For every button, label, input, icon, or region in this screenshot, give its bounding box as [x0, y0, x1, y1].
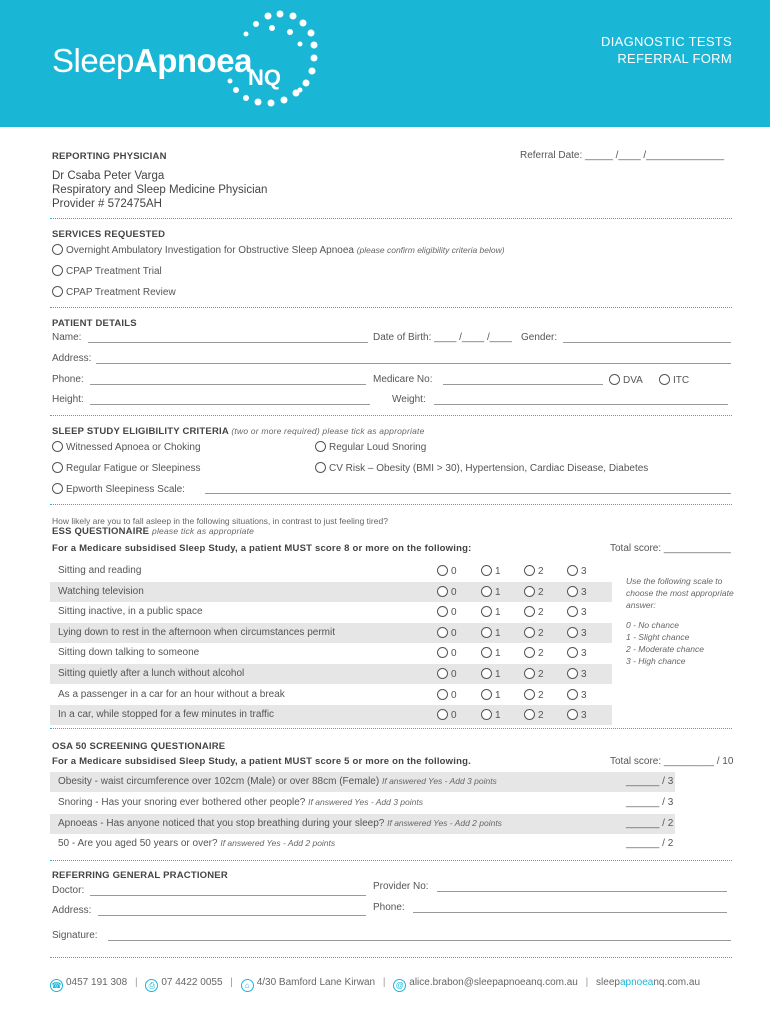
radio-icon[interactable]	[481, 606, 492, 617]
patient-weight-label: Weight:	[392, 394, 426, 405]
fax-icon: ⎙	[145, 979, 158, 992]
ess-medicare-note: For a Medicare subsidised Sleep Study, a patient MUST score 8 or more on the following:	[52, 543, 472, 554]
ess-row-label: Sitting and reading	[58, 565, 142, 576]
epworth-field[interactable]	[205, 493, 731, 494]
eligibility-heading: SLEEP STUDY ELIGIBILITY CRITERIA (two or more required) please tick as appropriate	[52, 426, 425, 437]
referrer-phone-label: Phone:	[373, 902, 405, 913]
patient-name-label: Name:	[52, 332, 82, 343]
service-cpap-review[interactable]: CPAP Treatment Review	[52, 286, 176, 298]
radio-icon[interactable]	[437, 565, 448, 576]
form-title	[601, 33, 732, 67]
patient-dob-field[interactable]: Date of Birth: ____ /____ /____	[373, 332, 512, 343]
radio-icon[interactable]	[524, 689, 535, 700]
radio-icon[interactable]	[437, 606, 448, 617]
logo-nq: NQ	[248, 65, 281, 90]
ess-option-radio[interactable]: 3	[567, 647, 587, 659]
ess-row-label: Sitting inactive, in a public space	[58, 606, 203, 617]
footer-contact: ☎ 0457 191 308 | ⎙ 07 4422 0055 | ⌂ 4/30 Bamford Lane Kirwan | @ alice.brabon@sleepapnoeanq.com.au | sleepapnoeanq.com.au	[51, 977, 701, 990]
divider	[50, 728, 732, 729]
ess-option-radio[interactable]: 1	[481, 606, 501, 618]
radio-icon[interactable]	[437, 586, 448, 597]
ess-option-radio[interactable]: 3	[567, 606, 587, 618]
ess-heading: ESS QUESTIONAIRE please tick as appropriate	[52, 526, 255, 537]
osa-row-score[interactable]: ______ / 2	[626, 818, 674, 829]
ess-option-radio[interactable]: 2	[524, 565, 544, 577]
radio-icon[interactable]	[437, 709, 448, 720]
radio-icon[interactable]	[481, 689, 492, 700]
referrer-address-label: Address:	[52, 905, 92, 916]
footer-email[interactable]: alice.brabon@sleepapnoeanq.com.au	[409, 977, 578, 988]
ess-row-label: Sitting quietly after a lunch without alcohol	[58, 668, 245, 679]
physician-provider: Provider # 572475AH	[52, 198, 162, 210]
footer-address: 4/30 Bamford Lane Kirwan	[256, 977, 376, 988]
physician-name: Dr Csaba Peter Varga	[52, 170, 165, 182]
patient-gender-field[interactable]	[563, 342, 731, 343]
radio-icon[interactable]	[52, 441, 63, 452]
ess-option-radio[interactable]: 1	[481, 565, 501, 577]
patient-height-field[interactable]	[90, 404, 370, 405]
patient-weight-field[interactable]	[434, 404, 728, 405]
ess-option-radio[interactable]: 3	[567, 586, 587, 598]
ess-row-label: In a car, while stopped for a few minutes in traffic	[58, 709, 275, 720]
radio-icon[interactable]	[524, 647, 535, 658]
osa-row-label: 50 - Are you aged 50 years or over? If answered Yes - Add 2 points	[58, 838, 336, 849]
divider	[50, 957, 732, 958]
ess-option-radio[interactable]: 2	[524, 606, 544, 618]
reporting-physician-heading: REPORTING PHYSICIAN	[52, 151, 167, 162]
osa-row-score[interactable]: ______ / 2	[626, 838, 674, 849]
ess-option-radio[interactable]: 1	[481, 709, 501, 721]
patient-phone-field[interactable]	[90, 384, 366, 385]
referrer-provider-field[interactable]	[437, 891, 727, 892]
divider	[50, 415, 732, 416]
physician-details	[52, 169, 267, 211]
footer-website[interactable]: sleepapnoeanq.com.au	[596, 977, 701, 988]
header-banner	[0, 0, 770, 127]
itc-option[interactable]: ITC	[659, 374, 689, 386]
osa-heading: OSA 50 SCREENING QUESTIONAIRE	[52, 741, 226, 752]
osa-row-label: Snoring - Has your snoring ever bothered other people? If answered Yes - Add 3 points	[58, 797, 423, 808]
patient-details-heading: PATIENT DETAILS	[52, 318, 137, 329]
criteria-epworth[interactable]: Epworth Sleepiness Scale:	[52, 483, 185, 495]
email-icon: @	[393, 979, 406, 992]
ess-scale-note: Use the following scale to choose the most appropriate answer:	[626, 576, 734, 610]
divider	[50, 218, 732, 219]
osa-row-label: Apnoeas - Has anyone noticed that you stop breathing during your sleep? If answered Yes - Add 2 points	[58, 818, 502, 829]
radio-icon[interactable]	[437, 689, 448, 700]
divider	[50, 504, 732, 505]
ess-option-radio[interactable]: 3	[567, 668, 587, 680]
form-title-sub: REFERRAL FORM	[617, 51, 732, 66]
ess-row-label: As a passenger in a car for an hour without a break	[58, 689, 285, 700]
radio-icon[interactable]	[52, 462, 63, 473]
ess-option-radio[interactable]: 0	[437, 586, 457, 598]
ess-option-radio[interactable]: 1	[481, 689, 501, 701]
ess-total-score[interactable]: Total score: ____________	[610, 543, 731, 554]
osa-row-score[interactable]: ______ / 3	[626, 797, 674, 808]
criteria-witnessed-apnoea[interactable]: Witnessed Apnoea or Choking	[52, 441, 201, 453]
referral-date-field[interactable]: Referral Date: _____ /____ /______________	[520, 150, 725, 161]
form-title-main: DIAGNOSTIC TESTS	[601, 34, 732, 49]
radio-icon[interactable]	[52, 483, 63, 494]
referrer-phone-field[interactable]	[413, 912, 727, 913]
radio-icon[interactable]	[52, 244, 63, 255]
ess-option-radio[interactable]: 2	[524, 586, 544, 598]
radio-icon[interactable]	[481, 565, 492, 576]
radio-icon[interactable]	[524, 627, 535, 638]
ess-option-radio[interactable]: 0	[437, 709, 457, 721]
physician-role: Respiratory and Sleep Medicine Physician	[52, 184, 268, 196]
location-icon: ⌂	[241, 979, 254, 992]
radio-icon[interactable]	[567, 627, 578, 638]
ess-row-label: Watching television	[58, 586, 144, 597]
ess-option-radio[interactable]: 0	[437, 647, 457, 659]
footer-fax: 07 4422 0055	[161, 977, 223, 988]
patient-name-field[interactable]	[88, 342, 368, 343]
radio-icon[interactable]	[481, 627, 492, 638]
radio-icon[interactable]	[524, 668, 535, 679]
signature-label: Signature:	[52, 930, 98, 941]
logo	[50, 10, 330, 120]
ess-option-radio[interactable]: 3	[567, 627, 587, 639]
radio-icon[interactable]	[437, 668, 448, 679]
referrer-provider-label: Provider No:	[373, 881, 429, 892]
footer-phone[interactable]: 0457 191 308	[66, 977, 128, 988]
radio-icon[interactable]	[481, 586, 492, 597]
radio-icon[interactable]	[567, 586, 578, 597]
ess-option-radio[interactable]: 2	[524, 647, 544, 659]
radio-icon[interactable]	[567, 647, 578, 658]
osa-row-score[interactable]: ______ / 3	[626, 776, 674, 787]
radio-icon[interactable]	[659, 374, 670, 385]
service-cpap-trial[interactable]: CPAP Treatment Trial	[52, 265, 162, 277]
ess-option-radio[interactable]: 3	[567, 709, 587, 721]
ess-option-radio[interactable]: 2	[524, 709, 544, 721]
dva-option[interactable]: DVA	[609, 374, 643, 386]
ess-option-radio[interactable]: 1	[481, 668, 501, 680]
ess-option-radio[interactable]: 1	[481, 647, 501, 659]
radio-icon[interactable]	[524, 565, 535, 576]
patient-gender-label: Gender:	[521, 332, 558, 343]
radio-icon[interactable]	[481, 709, 492, 720]
criteria-fatigue[interactable]: Regular Fatigue or Sleepiness	[52, 462, 201, 474]
radio-icon[interactable]	[567, 606, 578, 617]
radio-icon[interactable]	[567, 565, 578, 576]
patient-phone-label: Phone:	[52, 374, 84, 385]
radio-icon[interactable]	[315, 462, 326, 473]
ess-scale-legend: 0 - No chance 1 - Slight chance 2 - Moderate chance 3 - High chance	[626, 620, 704, 666]
ess-option-radio[interactable]: 1	[481, 586, 501, 598]
ess-option-radio[interactable]: 0	[437, 668, 457, 680]
divider	[50, 307, 732, 308]
ess-intro: How likely are you to fall asleep in the following situations, in contrast to just feeling tired?	[52, 516, 388, 526]
osa-total-score[interactable]: Total score: _________ / 10	[610, 756, 734, 767]
signature-field[interactable]	[108, 940, 731, 941]
radio-icon[interactable]	[567, 668, 578, 679]
radio-icon[interactable]	[524, 709, 535, 720]
ess-option-radio[interactable]: 0	[437, 606, 457, 618]
radio-icon[interactable]	[437, 647, 448, 658]
patient-height-label: Height:	[52, 394, 84, 405]
ess-option-radio[interactable]: 0	[437, 565, 457, 577]
referrer-heading: REFERRING GENERAL PRACTIONER	[52, 870, 228, 881]
patient-medicare-field[interactable]	[443, 384, 603, 385]
radio-icon[interactable]	[524, 606, 535, 617]
ess-option-radio[interactable]: 1	[481, 627, 501, 639]
radio-icon[interactable]	[609, 374, 620, 385]
radio-icon[interactable]	[52, 265, 63, 276]
patient-address-field[interactable]	[96, 363, 731, 364]
phone-icon: ☎	[51, 981, 62, 990]
radio-icon[interactable]	[567, 709, 578, 720]
osa-row-label: Obesity - waist circumference over 102cm (Male) or over 88cm (Female) If answered Yes - Add 3 points	[58, 776, 497, 787]
ess-option-radio[interactable]: 3	[567, 565, 587, 577]
radio-icon[interactable]	[315, 441, 326, 452]
patient-address-label: Address:	[52, 353, 92, 364]
ess-option-radio[interactable]: 3	[567, 689, 587, 701]
ess-option-radio[interactable]: 2	[524, 689, 544, 701]
ess-row-label: Lying down to rest in the afternoon when circumstances permit	[58, 627, 335, 638]
ess-option-radio[interactable]: 2	[524, 668, 544, 680]
ess-row-label: Sitting down talking to someone	[58, 647, 200, 658]
criteria-loud-snoring[interactable]: Regular Loud Snoring	[315, 441, 426, 453]
ess-option-radio[interactable]: 0	[437, 627, 457, 639]
patient-medicare-label: Medicare No:	[373, 374, 433, 385]
logo-wordmark: SleepApnoea	[52, 42, 252, 79]
referrer-address-field[interactable]	[98, 915, 366, 916]
radio-icon[interactable]	[567, 689, 578, 700]
service-osa-study[interactable]: Overnight Ambulatory Investigation for Obstructive Sleep Apnoea (please confirm eligibility criteria below)	[52, 244, 505, 256]
osa-medicare-note: For a Medicare subsidised Sleep Study, a patient MUST score 5 or more on the following.	[52, 756, 471, 767]
referrer-doctor-label: Doctor:	[52, 885, 85, 896]
criteria-cv-risk[interactable]: CV Risk – Obesity (BMI > 30), Hypertension, Cardiac Disease, Diabetes	[315, 462, 648, 474]
radio-icon[interactable]	[52, 286, 63, 297]
ess-option-radio[interactable]: 0	[437, 689, 457, 701]
referrer-doctor-field[interactable]	[90, 895, 366, 896]
services-heading: SERVICES REQUESTED	[52, 229, 166, 240]
ess-option-radio[interactable]: 2	[524, 627, 544, 639]
radio-icon[interactable]	[437, 627, 448, 638]
radio-icon[interactable]	[481, 647, 492, 658]
radio-icon[interactable]	[524, 586, 535, 597]
divider	[50, 860, 732, 861]
radio-icon[interactable]	[481, 668, 492, 679]
